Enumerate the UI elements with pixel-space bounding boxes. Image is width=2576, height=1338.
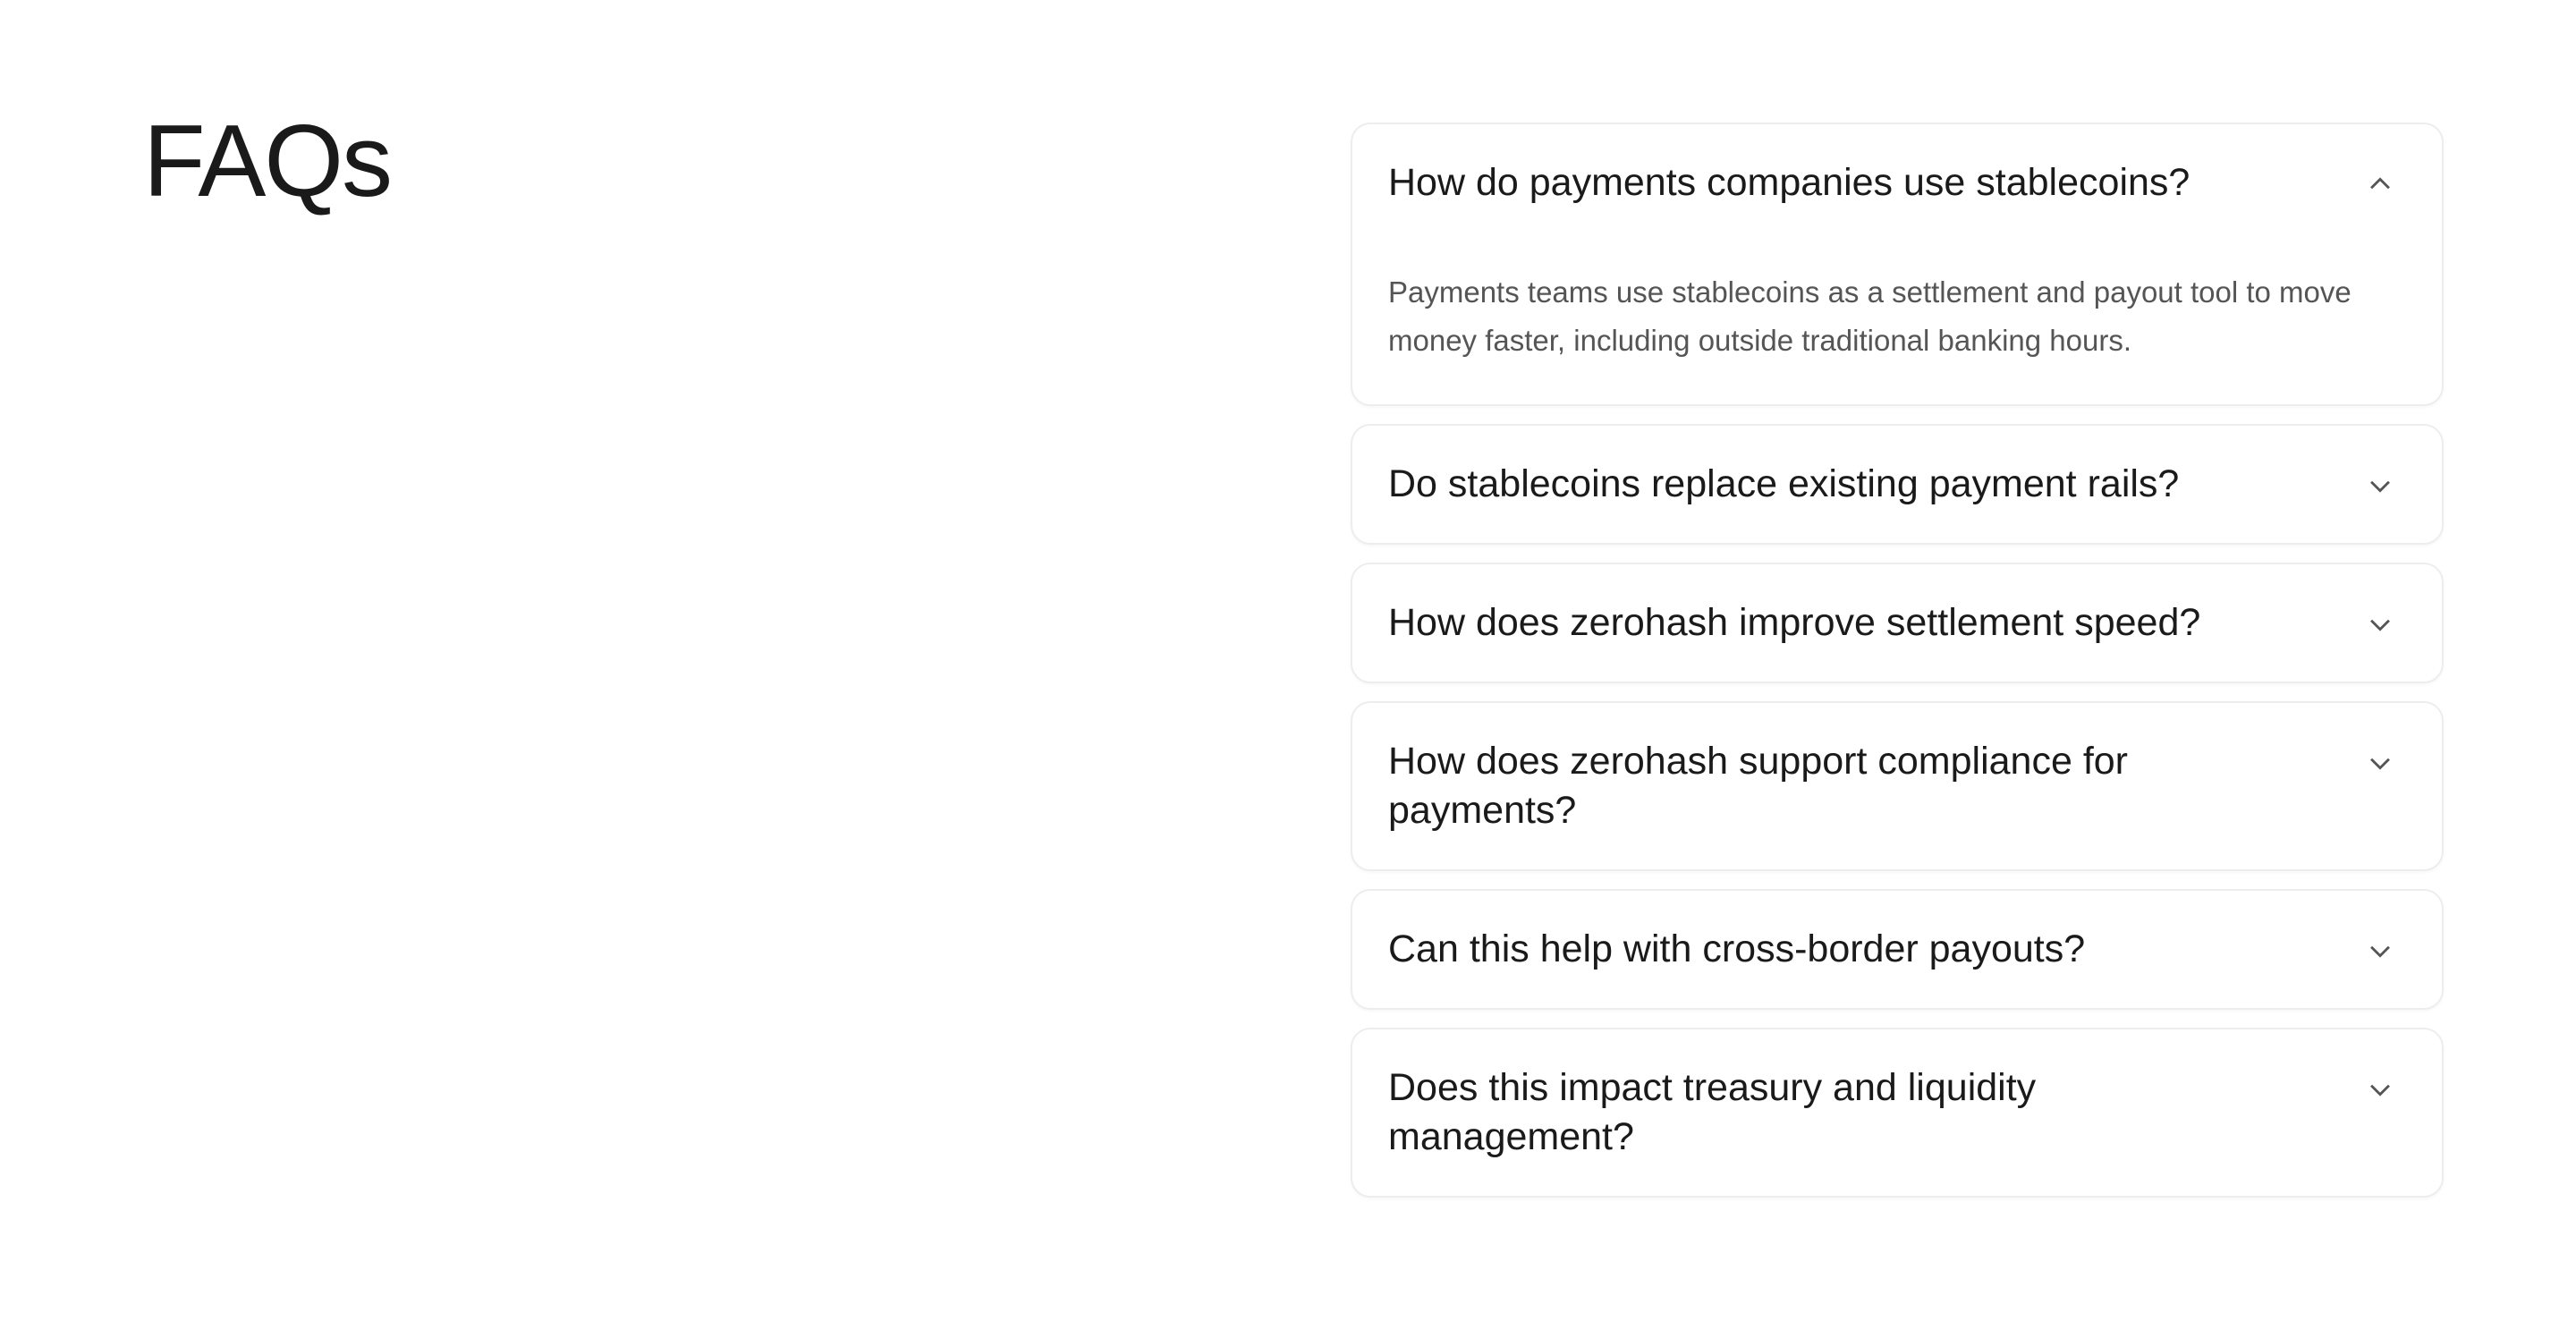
page-title: FAQs	[143, 105, 392, 218]
chevron-down-icon	[2365, 609, 2395, 639]
chevron-up-icon	[2365, 169, 2395, 199]
faq-question-toggle[interactable]	[1352, 564, 2442, 682]
chevron-down-icon	[2365, 470, 2395, 501]
chevron-down-icon	[2365, 936, 2395, 966]
faq-question: Do stablecoins replace existing payment rails?	[1388, 462, 2180, 505]
faq-question: Can this help with cross-border payouts?	[1388, 927, 2086, 970]
faq-question: How do payments companies use stablecoins?	[1388, 161, 2190, 204]
faq-question-toggle[interactable]	[1352, 1029, 2442, 1196]
faq-item	[1351, 701, 2444, 871]
faq-item	[1351, 563, 2444, 683]
faq-item	[1351, 1028, 2444, 1198]
chevron-down-icon	[2365, 1074, 2395, 1105]
faq-question-toggle[interactable]	[1352, 703, 2442, 869]
faq-accordion	[1351, 123, 2444, 1198]
faq-question-toggle[interactable]	[1352, 426, 2442, 543]
faq-question: Does this impact treasury and liquidity management?	[1388, 1066, 2037, 1158]
faq-question-toggle[interactable]	[1352, 124, 2442, 241]
faq-answer: Payments teams use stablecoins as a settlement and payout tool to move money faster, including outside traditional banking hours.	[1388, 275, 2351, 357]
chevron-down-icon	[2365, 748, 2395, 778]
faq-item	[1351, 889, 2444, 1010]
faq-question: How does zerohash support compliance for payments?	[1388, 740, 2128, 832]
faq-question: How does zerohash improve settlement speed?	[1388, 601, 2201, 644]
faq-question-toggle[interactable]	[1352, 891, 2442, 1008]
faq-item	[1351, 424, 2444, 545]
faq-item	[1351, 123, 2444, 406]
